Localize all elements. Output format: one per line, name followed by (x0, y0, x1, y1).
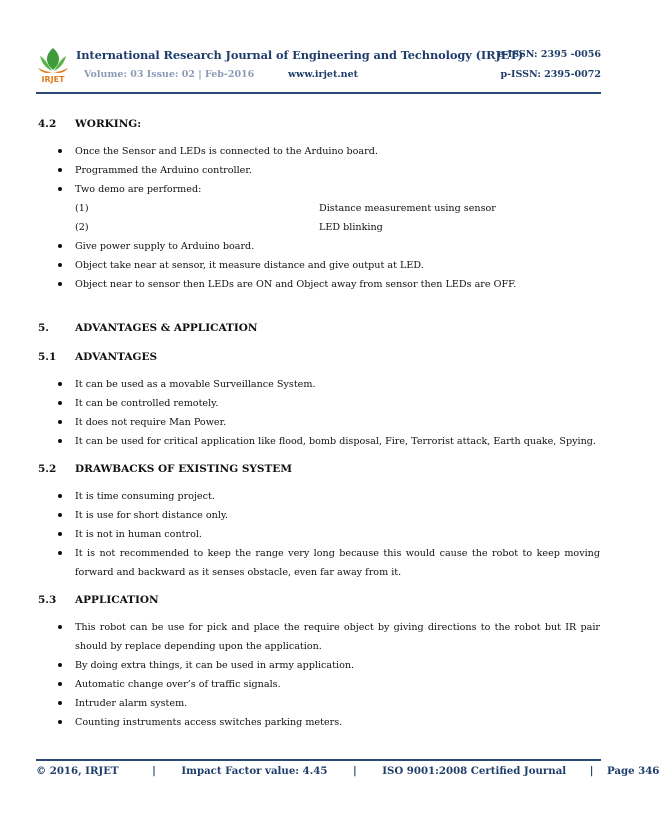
list-item: Object take near at sensor, it measure distance and give output at LED. (38, 256, 600, 275)
demo-text: LED blinking (319, 222, 383, 233)
list-item: It is not recommended to keep the range very long because this would cause the robot to keep moving forward and backward as it senses obstacle, even far away from it. (38, 544, 600, 582)
demo-number: (2) (75, 222, 89, 233)
pissn: p-ISSN: 2395-0072 (500, 69, 601, 80)
list-item: It is use for short distance only. (38, 506, 600, 525)
volume-issue: Volume: 03 Issue: 02 | Feb-2016 (84, 69, 255, 80)
section-number: 4.2 (38, 118, 57, 130)
demo-text: Distance measurement using sensor (319, 203, 496, 214)
demo-row (38, 199, 600, 218)
footer-copyright: © 2016, IRJET (36, 765, 119, 777)
list-item: It can be used as a movable Surveillance System. (38, 375, 600, 394)
section-number: 5. (38, 322, 49, 334)
footer-impact-factor: Impact Factor value: 4.45 (181, 765, 328, 777)
list-item: Intruder alarm system. (38, 694, 600, 713)
list-item: It can be used for critical application like flood, bomb disposal, Fire, Terrorist attack, Earth quake, Spying. (38, 432, 600, 451)
footer-divider (36, 759, 601, 761)
footer-page-number: Page 346 (606, 765, 659, 777)
section-heading-advantages (38, 351, 600, 363)
section-heading-working (38, 118, 600, 130)
journal-website-link[interactable]: www.irjet.net (288, 69, 359, 80)
footer-iso: ISO 9001:2008 Certified Journal (382, 765, 567, 777)
irjet-logo (36, 44, 70, 84)
section-title: ADVANTAGES (75, 351, 158, 363)
list-item: Counting instruments access switches parking meters. (38, 713, 600, 732)
section-heading-application (38, 594, 600, 606)
section-title: DRAWBACKS OF EXISTING SYSTEM (75, 463, 292, 475)
header-divider (36, 92, 601, 94)
journal-title: International Research Journal of Engineering and Technology (IRJET) (76, 48, 524, 62)
section-number: 5.1 (38, 351, 57, 363)
list-item: It is time consuming project. (38, 487, 600, 506)
section-number: 5.2 (38, 463, 57, 475)
page-content (38, 118, 600, 732)
demo-number: (1) (75, 203, 89, 214)
page-header (36, 40, 601, 90)
list-item: Once the Sensor and LEDs is connected to the Arduino board. (38, 142, 600, 161)
footer-separator: | (152, 765, 156, 777)
list-item: It does not require Man Power. (38, 413, 600, 432)
eissn: e-ISSN: 2395 -0056 (497, 49, 601, 60)
section-number: 5.3 (38, 594, 57, 606)
list-item: Automatic change over’s of traffic signals. (38, 675, 600, 694)
svg-text:IRJET: IRJET (41, 75, 65, 84)
drawbacks-list (38, 487, 600, 582)
list-item: It is not in human control. (38, 525, 600, 544)
working-list (38, 142, 600, 199)
page-footer (36, 765, 659, 777)
list-item: This robot can be use for pick and place the require object by giving directions to the robot but IR pair should by replace depending upon the application. (38, 618, 600, 656)
advantages-list (38, 375, 600, 451)
section-heading-drawbacks (38, 463, 600, 475)
section-title: ADVANTAGES & APPLICATION (75, 322, 258, 334)
list-item: Give power supply to Arduino board. (38, 237, 600, 256)
list-item: Programmed the Arduino controller. (38, 161, 600, 180)
working-list-continued (38, 237, 600, 294)
section-heading-advantages-application (38, 322, 600, 334)
section-title: WORKING: (75, 118, 142, 130)
application-list (38, 618, 600, 732)
list-item: Two demo are performed: (38, 180, 600, 199)
footer-separator: | (589, 765, 594, 777)
list-item: It can be controlled remotely. (38, 394, 600, 413)
section-title: APPLICATION (75, 594, 159, 606)
list-item: Object near to sensor then LEDs are ON and Object away from sensor then LEDs are OFF. (38, 275, 600, 294)
demo-row (38, 218, 600, 237)
list-item: By doing extra things, it can be used in army application. (38, 656, 600, 675)
footer-separator: | (352, 765, 357, 777)
